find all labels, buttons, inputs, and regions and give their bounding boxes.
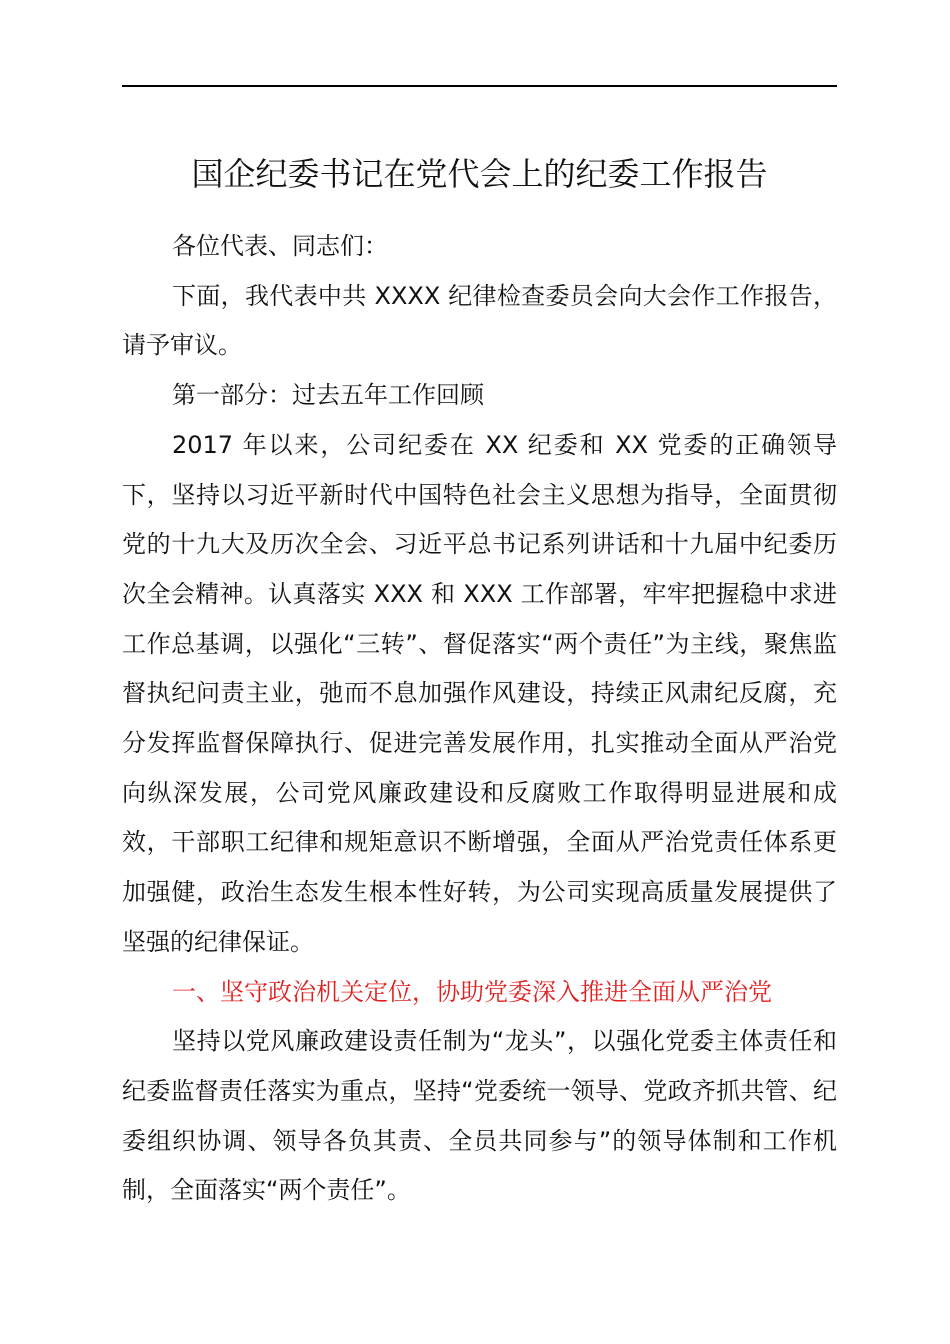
red-heading-paragraph: 一、坚守政治机关定位，协助党委深入推进全面从严治党 <box>172 977 772 1006</box>
section-title-paragraph: 第一部分：过去五年工作回顾 <box>172 381 484 410</box>
header-rule <box>122 85 837 87</box>
document-title: 国企纪委书记在党代会上的纪委工作报告 <box>191 155 768 193</box>
intro-paragraph: 下面，我代表中共 XXXX 纪律检查委员会向大会作工作报告，请予审议。 <box>122 281 837 360</box>
responsibility-paragraph: 坚持以党风廉政建设责任制为“龙头”，以强化党委主体责任和纪委监督责任落实为重点，坚持“党委统一领导、党政齐抓共管、纪委组织协调、领导各负其责、全员共同参与”的领导体制和工作机制，全面落实“两个责任”。 <box>122 1027 837 1205</box>
salutation-paragraph: 各位代表、同志们： <box>172 232 388 260</box>
document-body <box>122 222 837 1216</box>
review-paragraph: 2017 年以来，公司纪委在 XX 纪委和 XX 党委的正确领导下，坚持以习近平新时代中国特色社会主义思想为指导，全面贯彻党的十九大及历次全会、习近平总书记系列讲话和十九届中纪委历次全会精神。认真落实 XXX 和 XXX 工作部署，牢牢把握稳中求进工作总基调，以强化“三转”、督促落实“两个责任”为主线，聚焦监督执纪问责主业，弛而不息加强作风建设，持续正风肃纪反腐，充分发挥监督保障执行、促进完善发展作用，扎实推动全面从严治党向纵深发展，公司党风廉政建设和反腐败工作取得明显进展和成效，干部职工纪律和规矩意识不断增强，全面从严治党责任体系更加强健，政治生态发生根本性好转，为公司实现高质量发展提供了坚强的纪律保证。 <box>122 430 837 956</box>
